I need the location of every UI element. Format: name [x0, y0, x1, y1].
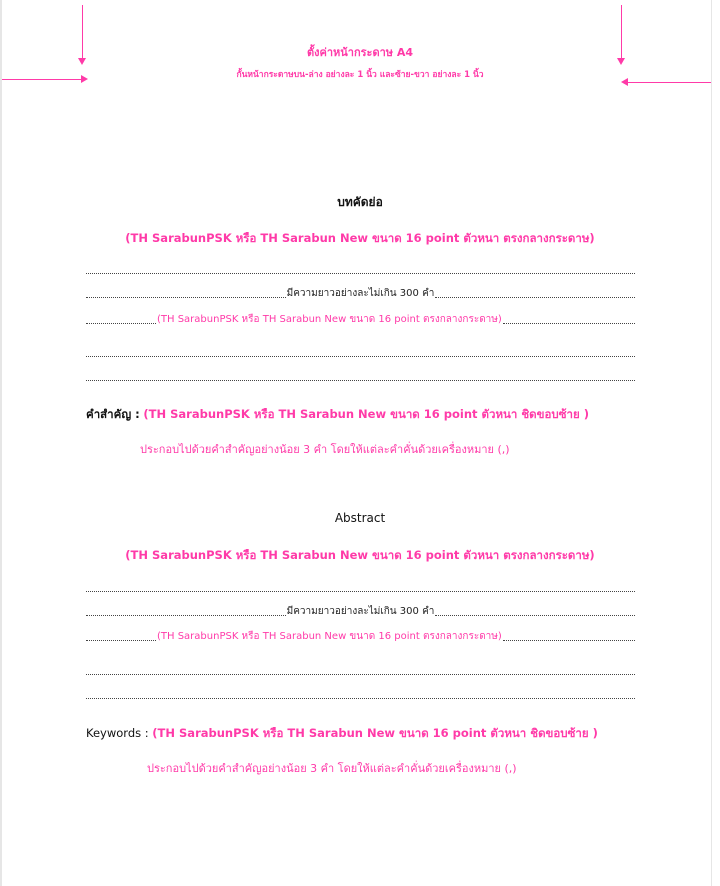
- english-abstract-title: Abstract: [334, 511, 386, 525]
- english-keywords-label: Keywords :: [86, 726, 149, 740]
- page-edge-right: [711, 0, 712, 886]
- page-edge-left: [0, 0, 2, 886]
- thai-keywords-note: (TH SarabunPSK หรือ TH Sarabun New ขนาด 16 point ตัวหนา ชิดขอบซ้าย ): [143, 407, 589, 421]
- english-keywords-note: (TH SarabunPSK หรือ TH Sarabun New ขนาด 16 point ตัวหนา ชิดขอบซ้าย ): [152, 726, 598, 740]
- english-abstract-line-3: [86, 628, 635, 644]
- thai-keywords-label: คำสำคัญ :: [86, 407, 140, 421]
- english-abstract-font-note: (TH SarabunPSK หรือ TH Sarabun New ขนาด 16 point ตัวหนา ตรงกลางกระดาษ): [125, 548, 595, 562]
- english-abstract-line-5: [86, 698, 635, 699]
- thai-abstract-line-2: [86, 285, 635, 301]
- thai-keywords-line: [86, 406, 589, 424]
- page-setup-subtitle: กั้นหน้ากระดาษบน-ล่าง อย่างละ 1 นิ้ว และซ้าย-ขวา อย่างละ 1 นิ้ว: [236, 70, 484, 80]
- thai-keywords-instruction: ประกอบไปด้วยคำสำคัญอย่างน้อย 3 คำ โดยให้แต่ละคำคั่นด้วยเครื่องหมาย (,): [140, 443, 510, 456]
- english-keywords-instruction: ประกอบไปด้วยคำสำคัญอย่างน้อย 3 คำ โดยให้แต่ละคำคั่นด้วยเครื่องหมาย (,): [147, 762, 517, 775]
- thai-abstract-title: บทคัดย่อ: [337, 195, 383, 209]
- english-abstract-line-2: [86, 603, 635, 619]
- english-abstract-line-4: [86, 674, 635, 675]
- english-abstract-font-hint: (TH SarabunPSK หรือ TH Sarabun New ขนาด 16 point ตรงกลางกระดาษ): [157, 631, 502, 642]
- thai-abstract-line-4: [86, 356, 635, 357]
- thai-abstract-length-hint: มีความยาวอย่างละไม่เกิน 300 คำ: [286, 288, 435, 299]
- thai-abstract-line-3: [86, 311, 635, 327]
- thai-abstract-font-hint: (TH SarabunPSK หรือ TH Sarabun New ขนาด 16 point ตรงกลางกระดาษ): [157, 314, 502, 325]
- english-keywords-line: [86, 725, 598, 743]
- thai-abstract-font-note: (TH SarabunPSK หรือ TH Sarabun New ขนาด 16 point ตัวหนา ตรงกลางกระดาษ): [125, 231, 595, 245]
- english-abstract-line-1: [86, 591, 635, 592]
- thai-abstract-line-5: [86, 380, 635, 381]
- thai-abstract-line-1: [86, 273, 635, 274]
- english-abstract-length-hint: มีความยาวอย่างละไม่เกิน 300 คำ: [286, 606, 435, 617]
- page-setup-title: ตั้งค่าหน้ากระดาษ A4: [306, 46, 414, 59]
- right-margin-arrow-left-icon: [623, 82, 711, 83]
